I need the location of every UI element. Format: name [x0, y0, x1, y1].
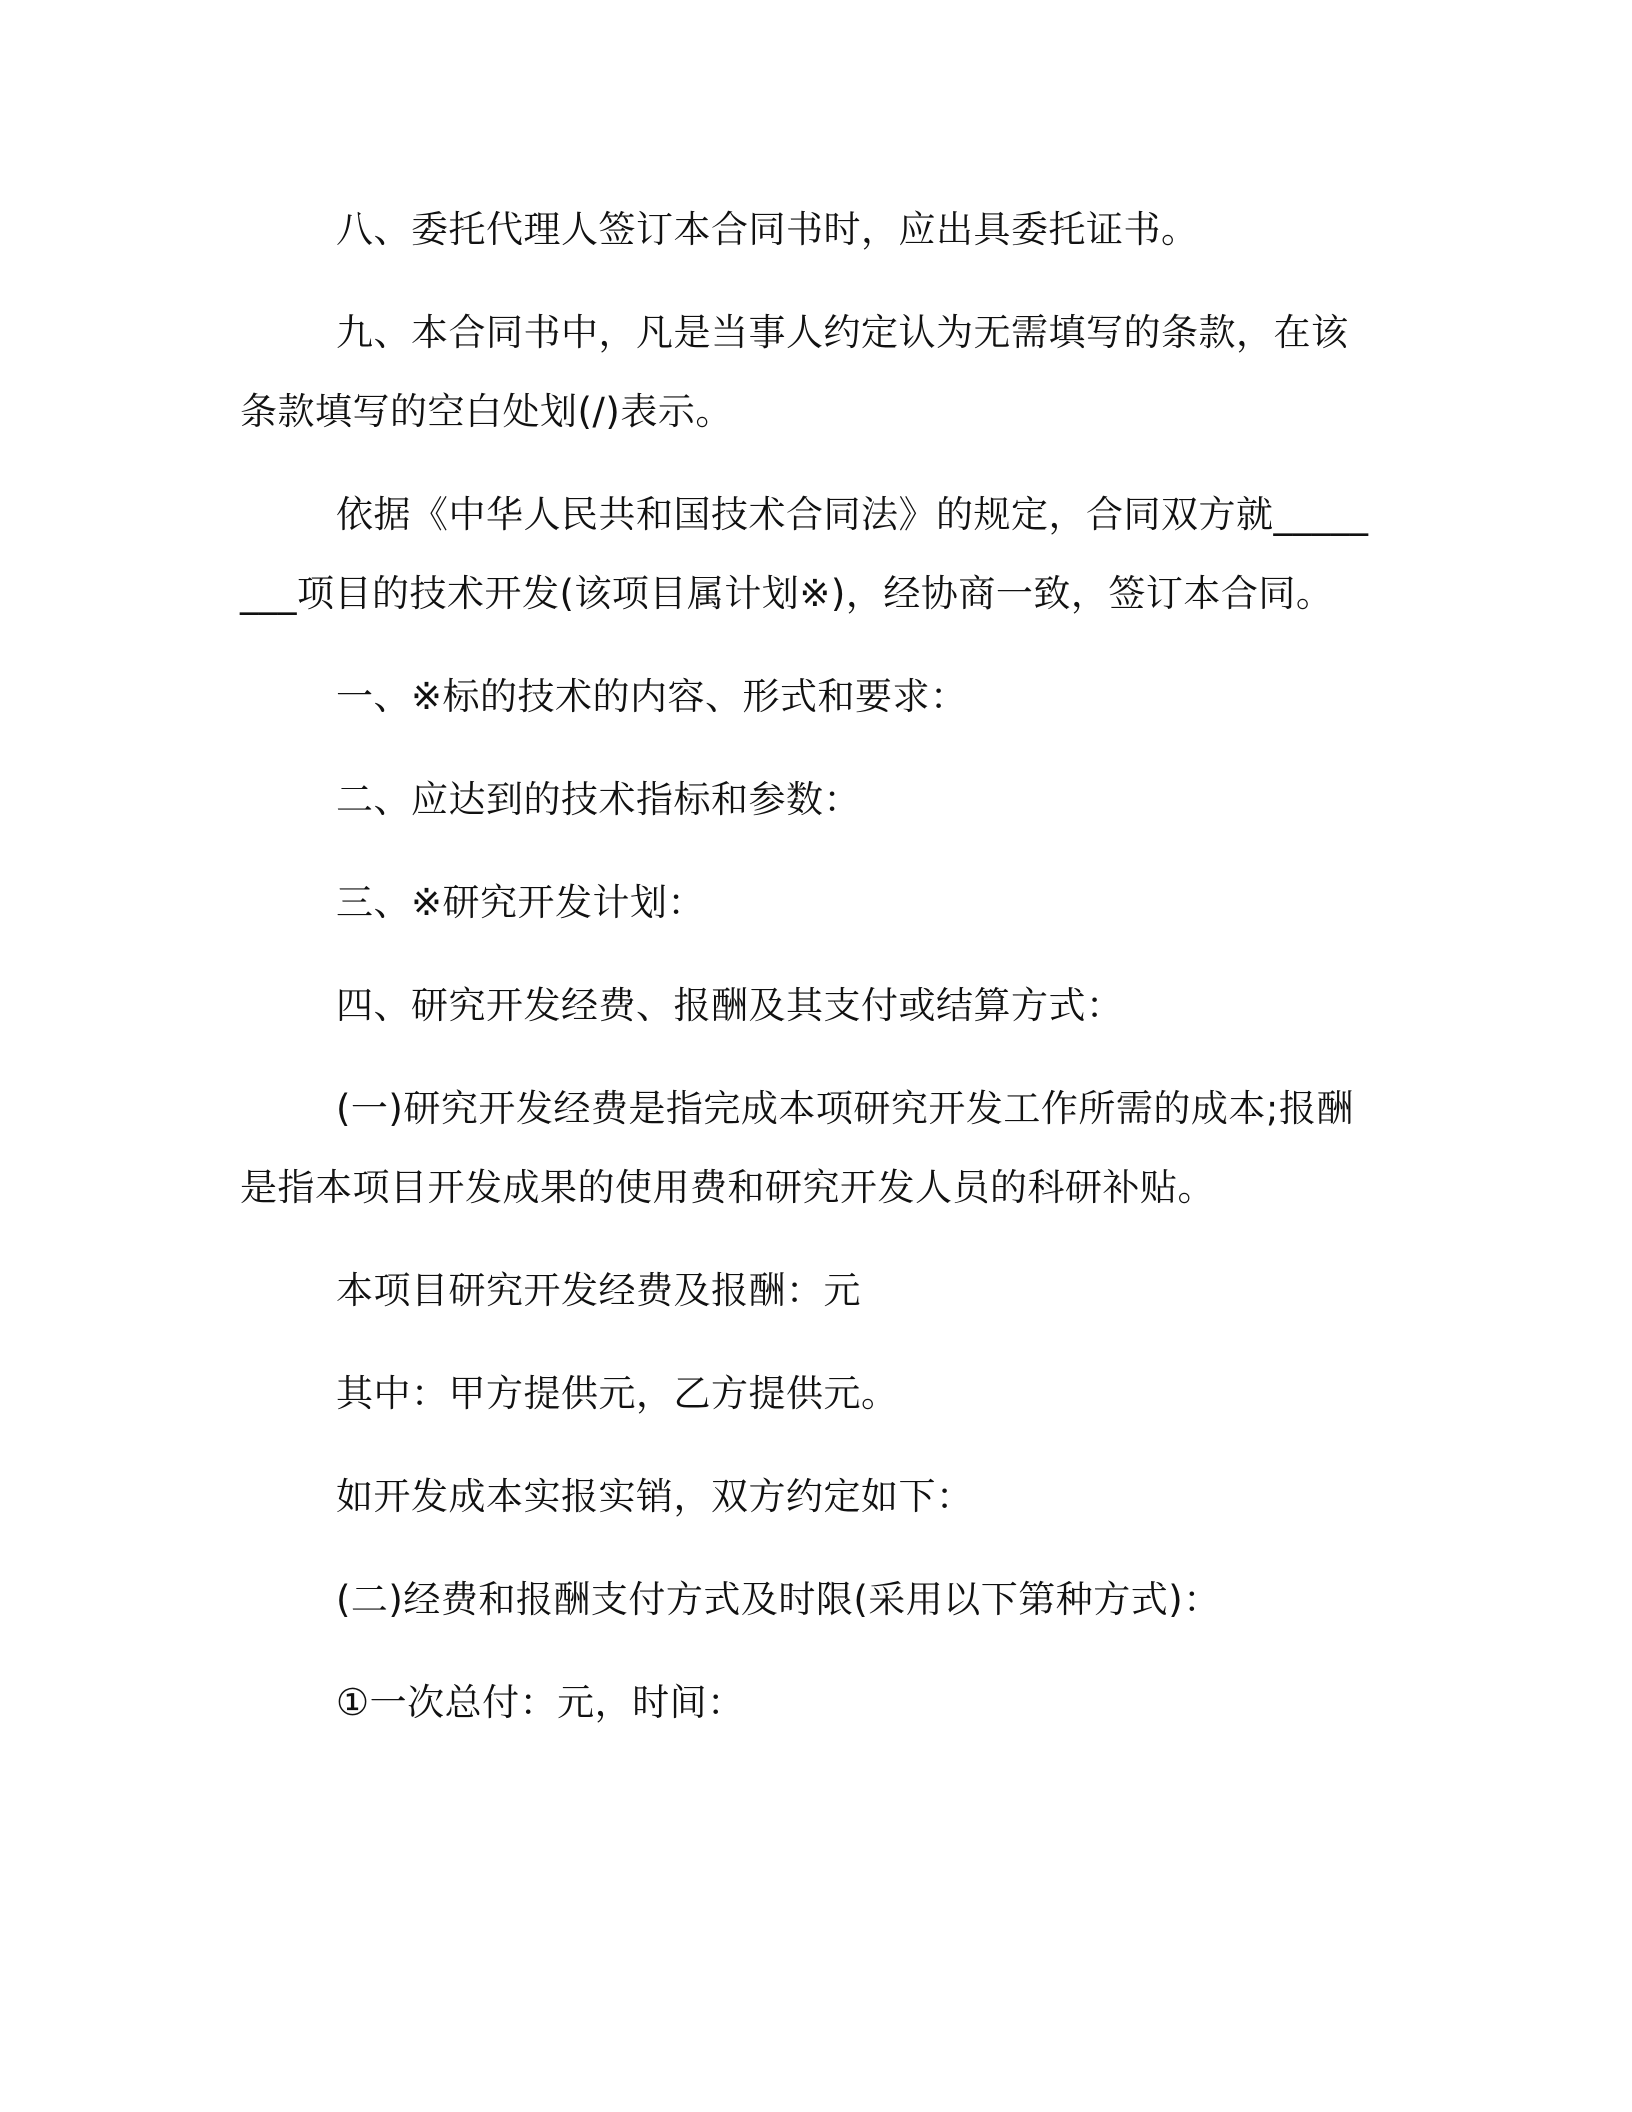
- document-body: [240, 190, 1385, 1742]
- paragraph-spacer: [240, 1330, 1385, 1354]
- actual-cost-line: 如开发成本实报实销，双方约定如下：: [336, 1475, 974, 1518]
- clause-nine: 九、本合同书中，凡是当事人约定认为无需填写的条款，在该条款填写的空白处划(/)表示。: [240, 311, 1349, 433]
- section-three-heading: 三、※研究开发计划：: [336, 881, 706, 924]
- paragraph-spacer: [240, 839, 1385, 863]
- paragraph-spacer: [240, 1639, 1385, 1663]
- paragraph-spacer: [240, 451, 1385, 475]
- paragraph-spacer: [240, 1536, 1385, 1560]
- paragraph-spacer: [240, 942, 1385, 966]
- section-two-heading: 二、应达到的技术指标和参数：: [336, 778, 861, 821]
- subsection-one-definition: (一)研究开发经费是指完成本项研究开发工作所需的成本;报酬是指本项目开发成果的使用费和研究开发人员的科研补贴。: [240, 1087, 1354, 1209]
- lump-sum-payment-line: ①一次总付：元，时间：: [336, 1681, 745, 1724]
- section-one-heading: 一、※标的技术的内容、形式和要求：: [336, 675, 968, 718]
- paragraph-spacer: [240, 269, 1385, 293]
- funding-split-line: 其中：甲方提供元，乙方提供元。: [336, 1372, 899, 1415]
- paragraph-spacer: [240, 633, 1385, 657]
- paragraph-spacer: [240, 1227, 1385, 1251]
- contract-preamble: 依据《中华人民共和国技术合同法》的规定，合同双方就________项目的技术开发(该项目属计划※)，经协商一致，签订本合同。: [240, 493, 1369, 615]
- paragraph-spacer: [240, 736, 1385, 760]
- subsection-two-heading: (二)经费和报酬支付方式及时限(采用以下第种方式)：: [336, 1578, 1221, 1621]
- clause-eight: 八、委托代理人签订本合同书时，应出具委托证书。: [336, 208, 1199, 251]
- section-four-heading: 四、研究开发经费、报酬及其支付或结算方式：: [336, 984, 1124, 1027]
- paragraph-spacer: [240, 1433, 1385, 1457]
- paragraph-spacer: [240, 1045, 1385, 1069]
- funding-total-line: 本项目研究开发经费及报酬：元: [336, 1269, 861, 1312]
